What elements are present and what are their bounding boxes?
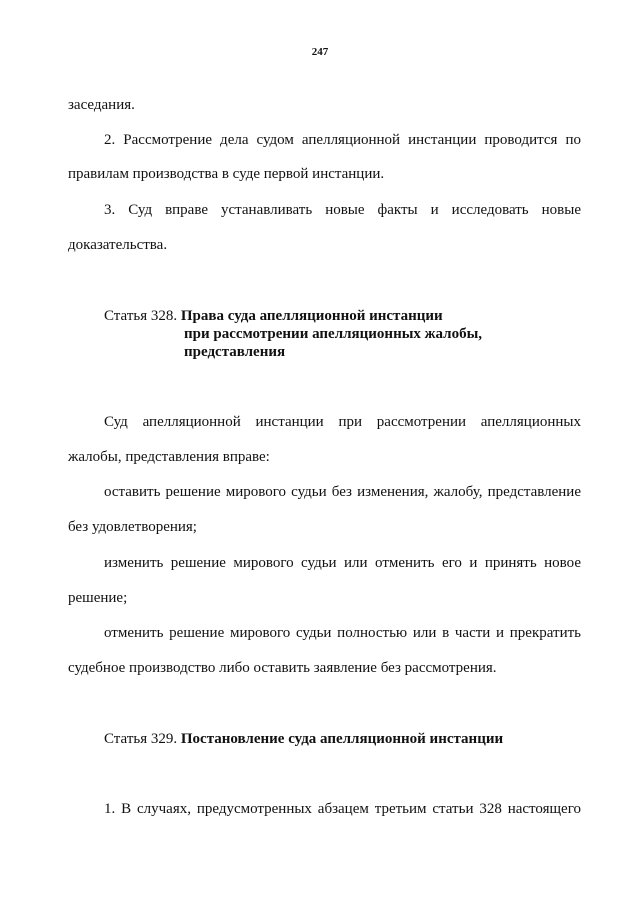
text-line: решение; xyxy=(68,590,128,606)
article-title: Права суда апелляционной инстанции xyxy=(180,308,443,324)
article-title-line: при рассмотрении апелляционных жалобы, xyxy=(184,326,483,342)
text-line: 2. Рассмотрение дела судом апелляционной инстанции проводится по xyxy=(104,132,581,148)
text-line: 1. В случаях, предусмотренных абзацем третьим статьи 328 настоящего xyxy=(104,801,581,817)
text-line: отменить решение мирового судьи полностью или в части и прекратить xyxy=(104,625,581,641)
article-title-line: представления xyxy=(184,344,286,360)
text-line: доказательства. xyxy=(68,237,168,253)
article-number: Статья 328. xyxy=(104,308,178,324)
page-number: 247 xyxy=(311,46,329,58)
text-line: изменить решение мирового судьи или отменить его и принять новое xyxy=(104,555,581,571)
article-title: Постановление суда апелляционной инстанции xyxy=(180,731,504,747)
text-line: Суд апелляционной инстанции при рассмотрении апелляционных xyxy=(104,414,581,430)
article-328-heading xyxy=(104,307,443,325)
text-line: без удовлетворения; xyxy=(68,519,197,535)
text-line: оставить решение мирового судьи без изменения, жалобу, представление xyxy=(104,484,581,500)
text-line: заседания. xyxy=(68,97,135,113)
text-line: 3. Суд вправе устанавливать новые факты и исследовать новые xyxy=(104,202,581,218)
article-number: Статья 329. xyxy=(104,731,178,747)
text-line: судебное производство либо оставить заявление без рассмотрения. xyxy=(68,660,497,676)
article-329-heading xyxy=(104,730,503,748)
text-line: правилам производства в суде первой инстанции. xyxy=(68,166,385,182)
text-line: жалобы, представления вправе: xyxy=(68,449,270,465)
